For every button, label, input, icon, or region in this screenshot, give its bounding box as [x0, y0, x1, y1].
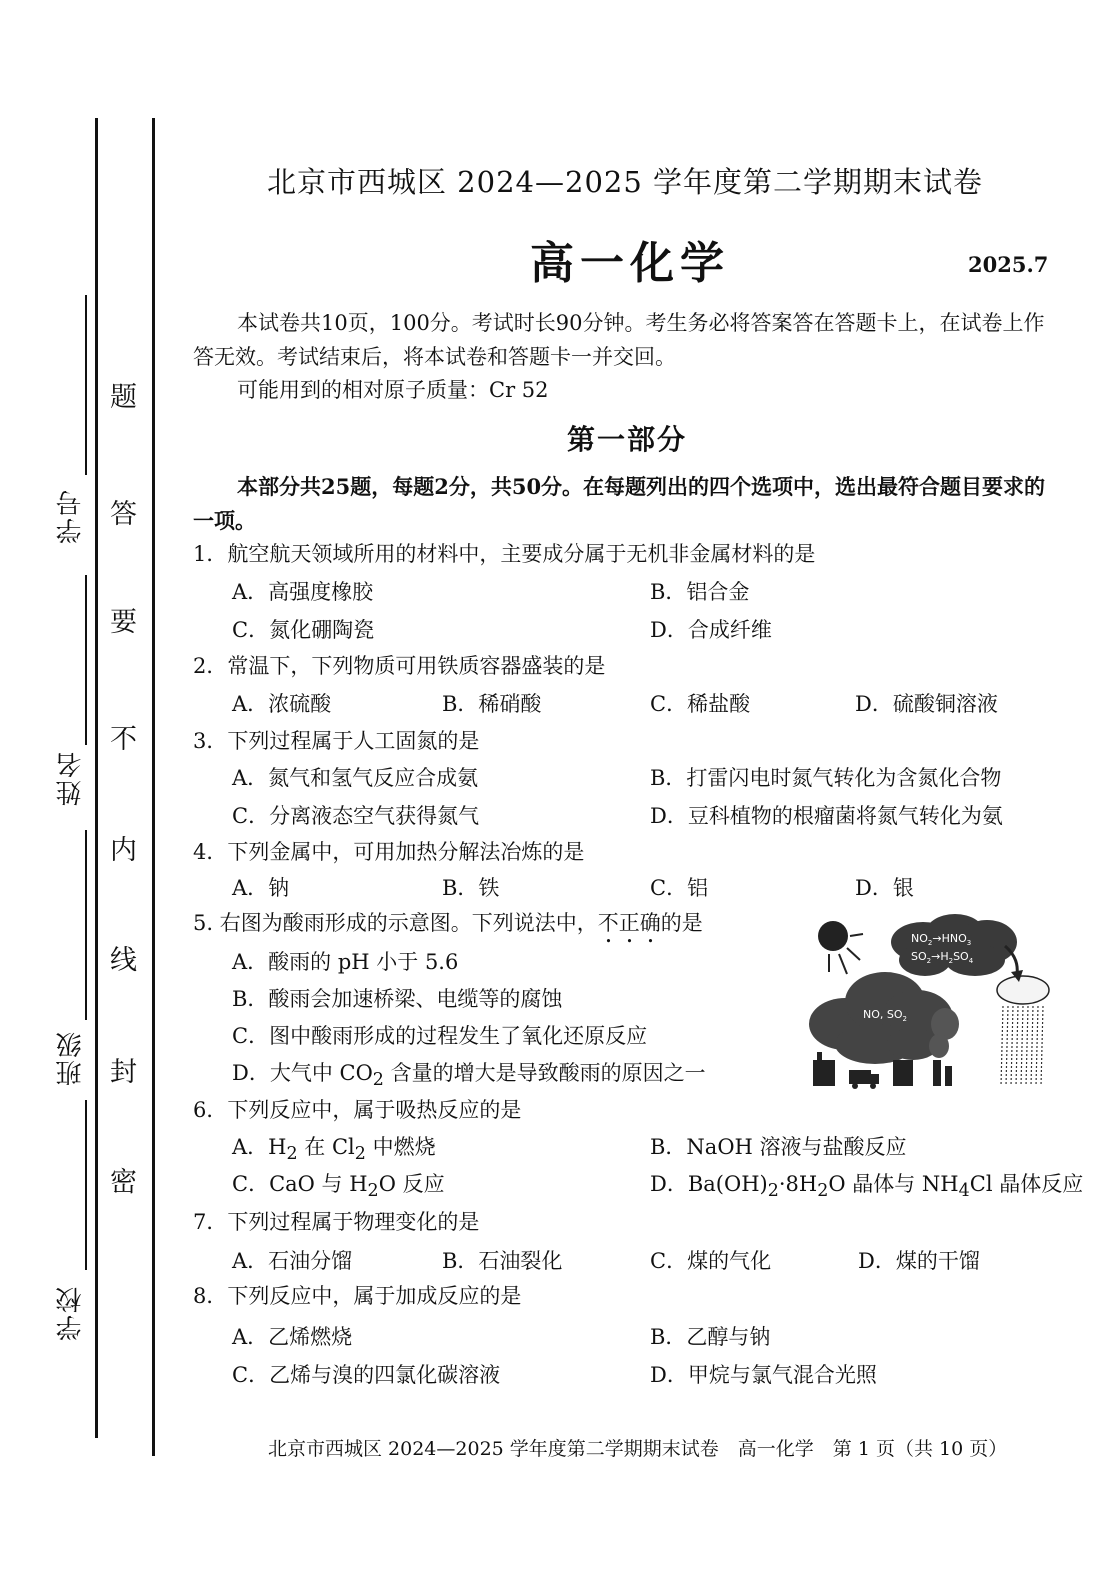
binding-line-inner	[152, 118, 155, 1456]
question-1-option-b[interactable]: B．铝合金	[650, 580, 750, 604]
question-5-stem-text: 5. 右图为酸雨形成的示意图。下列说法中，	[193, 911, 598, 935]
label-part: SO	[911, 950, 927, 963]
binding-line-outer	[95, 118, 98, 1438]
subscript: 2	[926, 957, 932, 965]
atomic-mass-note: 可能用到的相对原子质量：Cr 52	[237, 378, 549, 402]
question-6-option-b[interactable]: B．NaOH 溶液与盐酸反应	[650, 1135, 907, 1159]
text: Cl 晶体反应	[969, 1172, 1084, 1196]
question-1-option-c[interactable]: C．氮化硼陶瓷	[232, 618, 375, 642]
question-7-option-c[interactable]: C．煤的气化	[650, 1249, 772, 1273]
name-blank	[85, 575, 87, 745]
text: D．大气中 CO	[232, 1061, 373, 1085]
question-4-option-d[interactable]: D．银	[855, 876, 914, 900]
text: O 晶体与 NH	[828, 1172, 959, 1196]
question-2-option-b[interactable]: B．稀硝酸	[442, 692, 542, 716]
question-5-option-c[interactable]: C．图中酸雨形成的过程发生了氧化还原反应	[232, 1024, 648, 1048]
class-blank	[85, 830, 87, 1020]
question-3-option-a[interactable]: A．氮气和氢气反应合成氨	[232, 766, 479, 790]
subscript: 3	[966, 939, 972, 947]
text: O 反应	[378, 1172, 445, 1196]
student-id-blank	[85, 295, 87, 475]
chimney-icon	[933, 1060, 952, 1086]
question-8-option-c[interactable]: C．乙烯与溴的四氯化碳溶液	[232, 1363, 501, 1387]
label-part: NO	[911, 932, 928, 945]
subscript: 4	[958, 1181, 970, 1202]
question-6-option-d[interactable]	[650, 1168, 1083, 1201]
label-part: NO, SO	[863, 1008, 903, 1021]
seal-char: 题	[110, 382, 137, 413]
seal-char: 线	[110, 945, 137, 976]
text: 含量的增大是导致酸雨的原因之一	[383, 1061, 706, 1085]
subject-title: 高一化学	[530, 238, 730, 289]
intro-line-1: 本试卷共10页，100分。考试时长90分钟。考生务必将答案答在答题卡上，在试卷上作	[237, 311, 1045, 335]
label-part: →H	[931, 950, 949, 963]
question-3-option-d[interactable]: D．豆科植物的根瘤菌将氮气转化为氨	[650, 804, 1003, 828]
factory-icon	[813, 1052, 835, 1086]
question-1-option-a[interactable]: A．高强度橡胶	[232, 580, 374, 604]
question-5-option-b[interactable]: B．酸雨会加速桥梁、电缆等的腐蚀	[232, 987, 563, 1011]
question-6-option-a[interactable]	[232, 1131, 436, 1164]
label-part: SO	[953, 950, 969, 963]
school-blank	[85, 1100, 87, 1270]
building-icon	[893, 1060, 913, 1086]
text: 在 Cl	[297, 1135, 355, 1159]
text: 中燃烧	[365, 1135, 436, 1159]
subscript: 2	[817, 1181, 829, 1202]
page-footer: 北京市西城区 2024—2025 学年度第二学期期末试卷 高一化学 第 1 页（共 10 页）	[268, 1438, 1008, 1460]
sun-icon	[818, 921, 848, 951]
question-5-stem-end: 的是	[660, 911, 703, 935]
subscript: 2	[367, 1181, 379, 1202]
part-one-instructions-2: 一项。	[193, 508, 256, 533]
text: ·8H	[778, 1172, 818, 1196]
question-3-option-b[interactable]: B．打雷闪电时氮气转化为含氮化合物	[650, 766, 1002, 790]
seal-char: 密	[110, 1167, 137, 1198]
exam-date: 2025.7	[968, 252, 1049, 277]
question-6-stem: 6．下列反应中，属于吸热反应的是	[193, 1098, 522, 1122]
question-5-option-d[interactable]	[232, 1057, 706, 1090]
intro-line-2: 答无效。考试结束后，将本试卷和答题卡一并交回。	[193, 345, 676, 369]
question-5-stem	[193, 907, 703, 948]
chimney-smoke-icon	[929, 1008, 959, 1058]
question-3-option-c[interactable]: C．分离液态空气获得氮气	[232, 804, 480, 828]
subscript: 2	[927, 939, 933, 947]
seal-char: 内	[110, 835, 137, 866]
rain-cloud-icon	[997, 976, 1049, 1004]
question-2-option-c[interactable]: C．稀盐酸	[650, 692, 751, 716]
truck-icon	[849, 1070, 879, 1089]
seal-char: 封	[110, 1057, 137, 1088]
student-id-label: 学号	[56, 488, 86, 544]
school-label: 学校	[56, 1285, 86, 1341]
question-3-stem: 3．下列过程属于人工固氮的是	[193, 729, 480, 753]
label-part: →HNO	[932, 932, 967, 945]
name-label: 姓名	[56, 750, 86, 806]
part-one-heading: 第一部分	[567, 423, 688, 456]
question-8-option-d[interactable]: D．甲烷与氯气混合光照	[650, 1363, 877, 1387]
question-1-option-d[interactable]: D．合成纤维	[650, 618, 772, 642]
question-7-option-a[interactable]: A．石油分馏	[232, 1249, 353, 1273]
question-4-option-b[interactable]: B．铁	[442, 876, 500, 900]
question-6-option-c[interactable]	[232, 1168, 445, 1201]
exam-title: 北京市西城区 2024—2025 学年度第二学期期末试卷	[266, 165, 984, 199]
rain-icon	[1001, 1006, 1043, 1086]
question-8-option-a[interactable]: A．乙烯燃烧	[232, 1325, 353, 1349]
text: C．CaO 与 H	[232, 1172, 368, 1196]
question-2-stem: 2．常温下，下列物质可用铁质容器盛装的是	[193, 654, 606, 678]
part-one-instructions-1: 本部分共25题，每题2分，共50分。在每题列出的四个选项中，选出最符合题目要求的	[237, 474, 1046, 499]
subscript: 2	[286, 1144, 298, 1165]
seal-char: 答	[110, 499, 137, 530]
question-2-option-a[interactable]: A．浓硫酸	[232, 692, 332, 716]
subscript: 2	[902, 1015, 907, 1023]
subscript: 2	[948, 957, 954, 965]
text: D．Ba(OH)	[650, 1172, 768, 1196]
subscript: 2	[354, 1144, 366, 1165]
subscript: 2	[767, 1181, 779, 1202]
acid-rain-diagram	[805, 912, 1055, 1090]
seal-char: 要	[110, 607, 137, 638]
question-4-option-a[interactable]: A．钠	[232, 876, 290, 900]
question-1-stem: 1．航空航天领域所用的材料中，主要成分属于无机非金属材料的是	[193, 542, 816, 566]
question-5-emphasis: 不正确	[597, 911, 661, 935]
text: A．H	[232, 1135, 287, 1159]
question-8-stem: 8．下列反应中，属于加成反应的是	[193, 1284, 522, 1308]
reaction-label-nitrogen	[911, 932, 971, 947]
question-2-option-d[interactable]: D．硫酸铜溶液	[855, 692, 998, 716]
question-8-option-b[interactable]: B．乙醇与钠	[650, 1325, 771, 1349]
subscript: 4	[968, 957, 974, 965]
question-7-option-d[interactable]: D．煤的干馏	[858, 1249, 980, 1273]
pollutant-label	[863, 1008, 907, 1023]
question-5-option-a[interactable]: A．酸雨的 pH 小于 5.6	[232, 950, 459, 974]
question-7-option-b[interactable]: B．石油裂化	[442, 1249, 563, 1273]
cloud-top-icon	[891, 914, 1017, 976]
reaction-label-sulfur	[911, 950, 974, 965]
class-label: 班级	[56, 1030, 86, 1086]
subscript: 2	[372, 1070, 384, 1091]
question-4-stem: 4．下列金属中，可用加热分解法冶炼的是	[193, 840, 585, 864]
question-7-stem: 7．下列过程属于物理变化的是	[193, 1210, 480, 1234]
seal-char: 不	[110, 724, 137, 755]
question-4-option-c[interactable]: C．铝	[650, 876, 709, 900]
